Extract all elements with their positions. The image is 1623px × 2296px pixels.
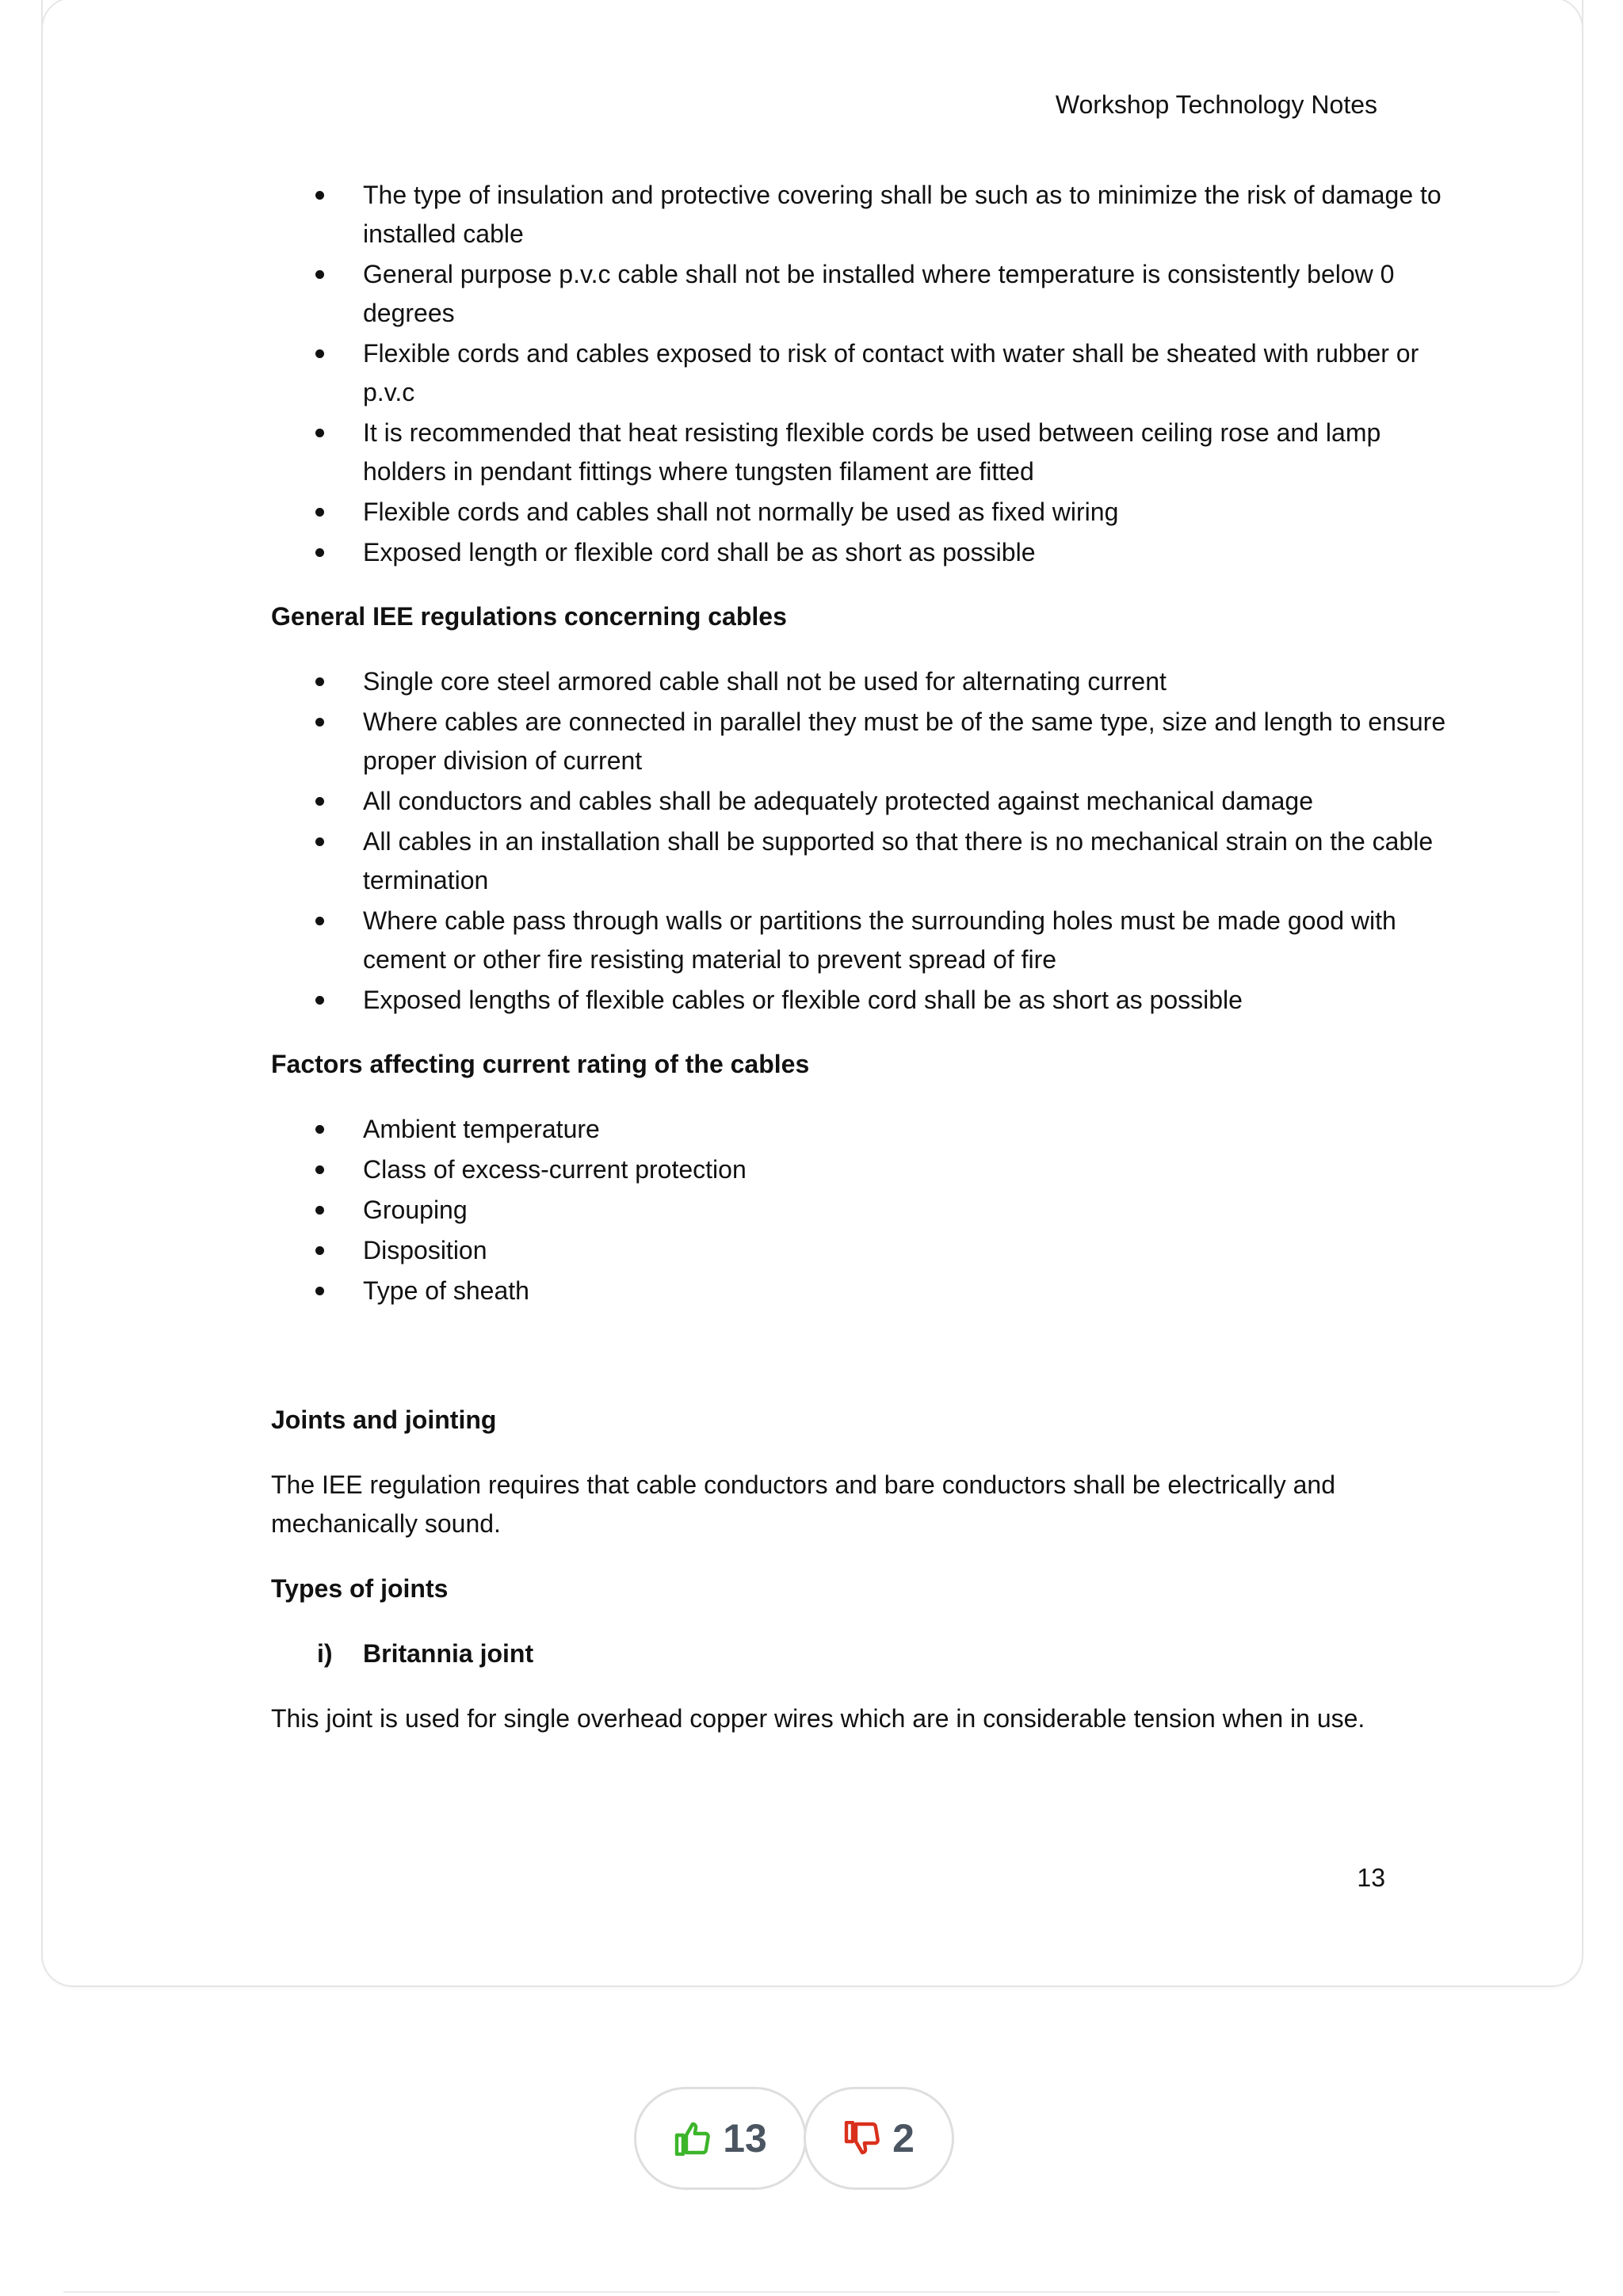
list-item: All conductors and cables shall be adequately protected against mechanical damage: [271, 782, 1476, 821]
section-heading: Joints and jointing: [271, 1405, 497, 1434]
bullet-icon: [315, 191, 324, 200]
thumbs-down-icon: [843, 2121, 881, 2156]
list-item: Disposition: [271, 1231, 1476, 1270]
list-item: It is recommended that heat resisting flexible cords be used between ceiling rose and lamp holders in pendant fittings where tungsten filament are fitted: [271, 414, 1476, 491]
numbered-heading: [271, 1634, 1476, 1673]
bullet-icon: [315, 797, 324, 806]
list-item: Grouping: [271, 1191, 1476, 1230]
bullet-icon: [315, 548, 324, 557]
list-item: Type of sheath: [271, 1272, 1476, 1310]
list-item: Where cable pass through walls or partitions the surrounding holes must be made good with cement or other fire resisting material to prevent spread of fire: [271, 902, 1476, 979]
vote-bar: [634, 2087, 954, 2193]
bullet-icon: [315, 996, 324, 1005]
list-item: Exposed length or flexible cord shall be as short as possible: [271, 533, 1476, 572]
bullet-icon: [315, 429, 324, 437]
list-number: i): [317, 1639, 333, 1668]
list-item: Exposed lengths of flexible cables or flexible cord shall be as short as possible: [271, 981, 1476, 1020]
downvote-button[interactable]: [804, 2087, 954, 2190]
document-page: [41, 0, 1583, 1987]
bullet-icon: [315, 1165, 324, 1174]
thumbs-up-icon: [674, 2121, 712, 2156]
list-item: All cables in an installation shall be supported so that there is no mechanical strain on the cable termination: [271, 822, 1476, 900]
paragraph: This joint is used for single overhead copper wires which are in considerable tension when in use.: [271, 1704, 1365, 1733]
downvote-count: 2: [892, 2116, 915, 2161]
upvote-count: 13: [723, 2116, 767, 2161]
bullet-icon: [315, 349, 324, 358]
footer-divider: [63, 2291, 1560, 2293]
bullet-list-section2: [271, 662, 1476, 1020]
bullet-icon: [315, 677, 324, 686]
bullet-icon: [315, 270, 324, 279]
list-item: Flexible cords and cables exposed to risk of contact with water shall be sheated with rubber or p.v.c: [271, 334, 1476, 412]
section-heading: General IEE regulations concerning cables: [271, 602, 787, 631]
list-item: Single core steel armored cable shall not be used for alternating current: [271, 662, 1476, 701]
list-item: General purpose p.v.c cable shall not be installed where temperature is consistently below 0 degrees: [271, 255, 1476, 333]
bullet-list-section1: [271, 176, 1476, 572]
bullet-icon: [315, 718, 324, 727]
upvote-button[interactable]: [634, 2087, 807, 2190]
list-item: Class of excess-current protection: [271, 1150, 1476, 1189]
bullet-list-section3: [271, 1110, 1476, 1310]
page-content: [271, 176, 1476, 1738]
numbered-heading-label: Britannia joint: [363, 1639, 534, 1668]
bullet-icon: [315, 917, 324, 925]
bullet-icon: [315, 1206, 324, 1215]
section-heading: Factors affecting current rating of the cables: [271, 1050, 810, 1078]
bullet-icon: [315, 1125, 324, 1134]
bullet-icon: [315, 1246, 324, 1255]
bullet-icon: [315, 837, 324, 846]
list-item: Ambient temperature: [271, 1110, 1476, 1149]
running-header: Workshop Technology Notes: [1055, 90, 1377, 119]
page-number: 13: [1357, 1863, 1385, 1892]
list-item: The type of insulation and protective covering shall be such as to minimize the risk of damage to installed cable: [271, 176, 1476, 254]
bullet-icon: [315, 508, 324, 517]
paragraph: The IEE regulation requires that cable conductors and bare conductors shall be electrically and mechanically sound.: [271, 1470, 1335, 1538]
bullet-icon: [315, 1287, 324, 1295]
list-item: Where cables are connected in parallel they must be of the same type, size and length to ensure proper division of current: [271, 703, 1476, 780]
list-item: Flexible cords and cables shall not normally be used as fixed wiring: [271, 493, 1476, 532]
subheading: Types of joints: [271, 1574, 449, 1603]
